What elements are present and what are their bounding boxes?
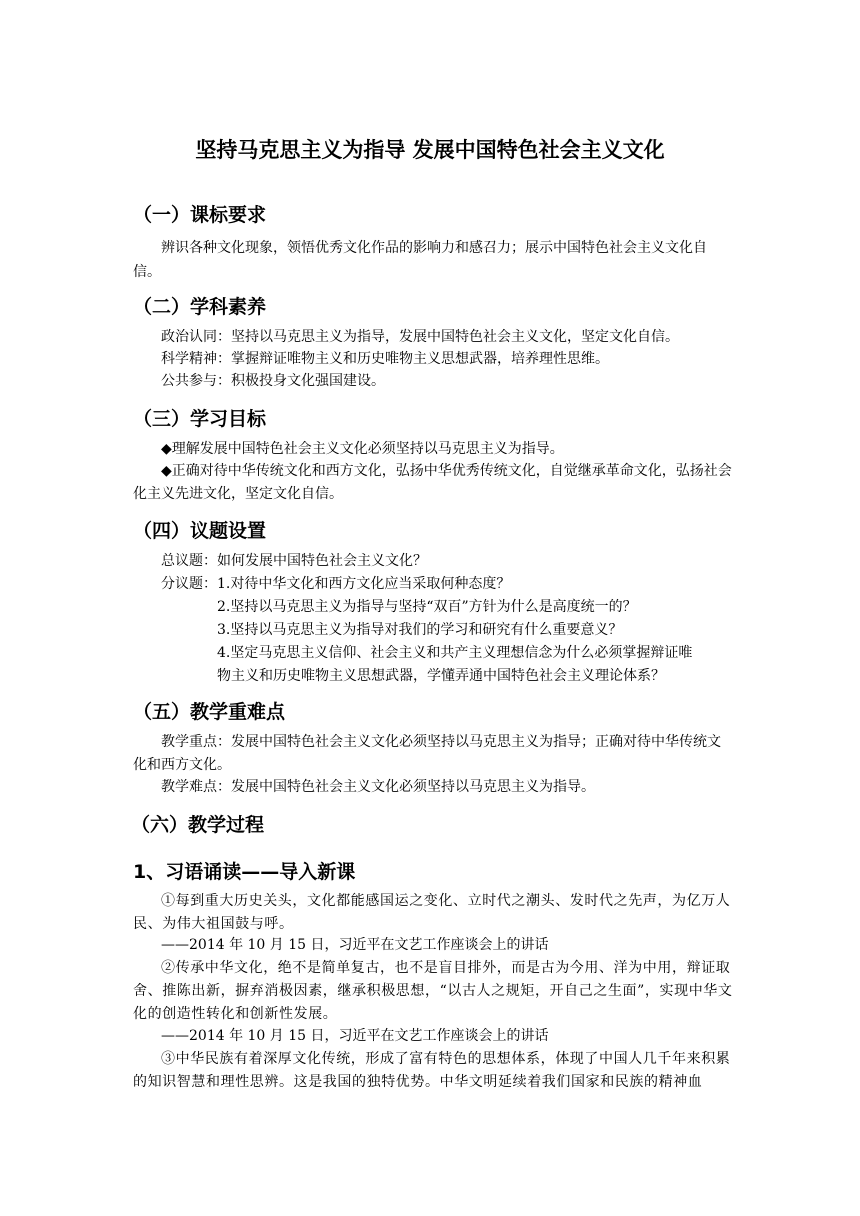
sub-topic-item: 3.坚持以马克思主义为指导对我们的学习和研究有什么重要意义？ <box>217 622 623 638</box>
sub-topic-item: 1.对待中华文化和西方文化应当采取何种态度？ <box>217 576 511 592</box>
key-points-text: 教学重点：发展中国特色社会主义文化必须坚持以马克思主义为指导；正确对待中华传统文化和西方文化。 <box>133 734 721 773</box>
sub-topic-item: 2.坚持以马克思主义为指导与坚持“双百”方针为什么是高度统一的？ <box>217 599 637 615</box>
quote-2: ②传承中华文化，绝不是简单复古，也不是盲目排外，而是古为今用、洋为中用，辩证取舍、推陈出新，摒弃消极因素，继承积极思想，“以古人之规矩，开自己之生面”，实现中华文化的创造性转化和创新性发展。 <box>133 960 733 1022</box>
quote-3: ③中华民族有着深厚文化传统，形成了富有特色的思想体系，体现了中国人几千年来积累的知识智慧和理性思辨。这是我国的独特优势。中华文明延续着我们国家和民族的精神血 <box>133 1051 731 1090</box>
literacy-public: 公共参与：积极投身文化强国建设。 <box>161 373 385 389</box>
document-title: 坚持马克思主义为指导 发展中国特色社会主义文化 <box>195 138 665 162</box>
literacy-science: 科学精神：掌握辩证唯物主义和历史唯物主义思想武器，培养理性思维。 <box>161 351 609 367</box>
sub-topic-prefix: 分议题： <box>161 576 217 592</box>
heading-subject-literacy: （二）学科素养 <box>133 296 267 318</box>
quote-1: ①每到重大历史关头，文化都能感国运之变化、立时代之潮头、发时代之先声，为亿万人民、为伟大祖国鼓与呼。 <box>133 893 731 932</box>
heading-curriculum-requirements: （一）课标要求 <box>133 204 267 226</box>
heading-topic-setting: （四）议题设置 <box>133 520 267 542</box>
literacy-political: 政治认同：坚持以马克思主义为指导，发展中国特色社会主义文化，坚定文化自信。 <box>161 329 679 345</box>
goal-item: ◆正确对待中华传统文化和西方文化，弘扬中华优秀传统文化，自觉继承革命文化，弘扬社会化主义先进文化，坚定文化自信。 <box>133 463 732 502</box>
heading-reading-intro: 1、习语诵读——导入新课 <box>133 861 356 883</box>
curriculum-requirements-text: 辨识各种文化现象，领悟优秀文化作品的影响力和感召力；展示中国特色社会主义文化自信。 <box>133 240 707 280</box>
quote-2-source: ——2014 年 10 月 15 日，习近平在文艺工作座谈会上的讲话 <box>161 1028 549 1044</box>
sub-topic-item: 物主义和历史唯物主义思想武器，学懂弄通中国特色社会主义理论体系？ <box>217 668 665 684</box>
heading-teaching-process: （六）教学过程 <box>131 814 265 836</box>
total-topic: 总议题：如何发展中国特色社会主义文化？ <box>161 553 427 569</box>
sub-topic-item: 4.坚定马克思主义信仰、社会主义和共产主义理想信念为什么必须掌握辩证唯 <box>217 645 693 661</box>
heading-key-difficult-points: （五）教学重难点 <box>133 701 286 723</box>
goal-item: ◆理解发展中国特色社会主义文化必须坚持以马克思主义为指导。 <box>161 441 564 457</box>
quote-1-source: ——2014 年 10 月 15 日，习近平在文艺工作座谈会上的讲话 <box>161 937 549 953</box>
difficult-points-text: 教学难点：发展中国特色社会主义文化必须坚持以马克思主义为指导。 <box>161 779 595 795</box>
heading-learning-goals: （三）学习目标 <box>133 408 267 430</box>
